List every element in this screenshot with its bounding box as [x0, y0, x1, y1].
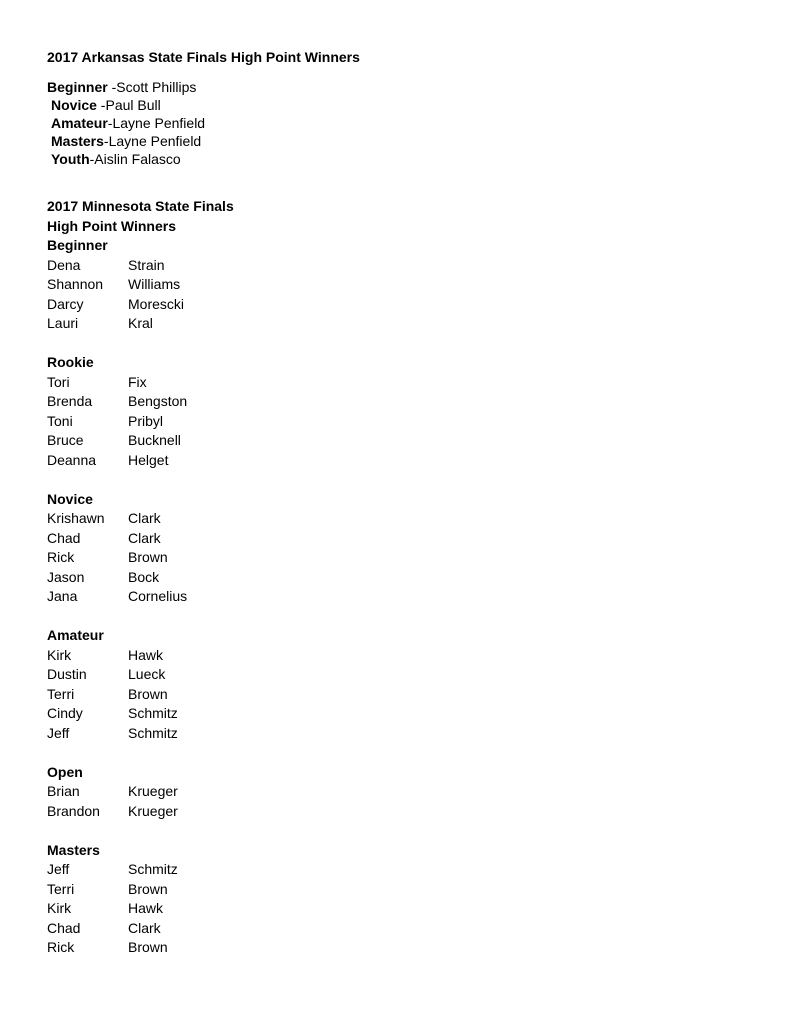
- spacer: [47, 334, 747, 354]
- arkansas-winners-list: [47, 78, 747, 168]
- first-name: Lauri: [47, 315, 79, 331]
- arkansas-separator: -: [89, 151, 95, 167]
- winner-row: [47, 314, 747, 334]
- winner-row: [47, 295, 747, 315]
- minnesota-title-line2: High Point Winners: [47, 217, 176, 234]
- last-name: Clark: [128, 919, 161, 936]
- arkansas-winner-name: Layne Penfield: [108, 133, 202, 149]
- winner-row: [47, 275, 747, 295]
- arkansas-winner-row: [47, 150, 747, 168]
- winner-row: [47, 529, 747, 549]
- winner-row: [47, 704, 747, 724]
- last-name: Morescki: [128, 295, 185, 312]
- arkansas-winner-name: Scott Phillips: [116, 79, 197, 95]
- last-name: Krueger: [128, 802, 178, 819]
- last-name: Brown: [128, 880, 168, 897]
- last-name: Clark: [128, 529, 161, 546]
- first-name: Kirk: [47, 646, 72, 663]
- category-block: [47, 353, 747, 470]
- last-name: Williams: [128, 276, 181, 292]
- category-block: [47, 626, 747, 743]
- first-name: Brenda: [47, 393, 93, 409]
- arkansas-winner-row: [47, 78, 747, 96]
- last-name: Kral: [128, 315, 153, 331]
- arkansas-separator: -: [96, 97, 106, 113]
- minnesota-section: [47, 197, 747, 958]
- first-name: Terri: [47, 880, 75, 897]
- last-name: Pribyl: [128, 412, 164, 429]
- category-block: [47, 490, 747, 607]
- winner-row: [47, 412, 747, 432]
- arkansas-separator: -: [107, 115, 113, 131]
- winner-row: [47, 782, 747, 802]
- arkansas-category-label: Amateur: [51, 115, 108, 131]
- first-name: Jeff: [47, 724, 70, 741]
- first-name: Jason: [47, 568, 85, 585]
- first-name: Rick: [47, 939, 75, 955]
- first-name: Krishawn: [47, 510, 105, 526]
- last-name: Schmitz: [128, 705, 178, 721]
- first-name: Jeff: [47, 861, 70, 877]
- first-name: Terri: [47, 685, 75, 702]
- winner-row: [47, 451, 747, 471]
- last-name: Helget: [128, 451, 169, 468]
- document: [47, 48, 747, 958]
- category-block: [47, 236, 747, 334]
- last-name: Strain: [128, 256, 165, 273]
- winner-row: [47, 880, 747, 900]
- category-heading: Amateur: [47, 627, 104, 643]
- winner-row: [47, 802, 747, 822]
- first-name: Cindy: [47, 705, 83, 721]
- last-name: Bock: [128, 568, 160, 585]
- arkansas-winner-name: Aislin Falasco: [94, 151, 181, 167]
- arkansas-winner-name: Layne Penfield: [112, 115, 206, 131]
- category-heading: Beginner: [47, 237, 108, 253]
- winner-row: [47, 509, 747, 529]
- last-name: Hawk: [128, 646, 164, 663]
- last-name: Schmitz: [128, 724, 178, 741]
- first-name: Dustin: [47, 666, 87, 682]
- first-name: Brian: [47, 783, 80, 799]
- first-name: Shannon: [47, 276, 104, 292]
- first-name: Jana: [47, 588, 78, 604]
- winner-row: [47, 431, 747, 451]
- arkansas-category-label: Masters: [51, 133, 104, 149]
- category-heading: Novice: [47, 490, 93, 507]
- last-name: Bucknell: [128, 432, 181, 448]
- arkansas-category-label: Youth: [51, 151, 90, 167]
- arkansas-title: 2017 Arkansas State Finals High Point Winners: [47, 49, 360, 65]
- arkansas-winner-name: Paul Bull: [105, 97, 161, 113]
- last-name: Cornelius: [128, 588, 188, 604]
- winner-row: [47, 919, 747, 939]
- category-heading: Open: [47, 763, 83, 780]
- first-name: Dena: [47, 256, 81, 273]
- minnesota-title-line1: 2017 Minnesota State Finals: [47, 198, 234, 214]
- arkansas-winner-row: [47, 96, 747, 114]
- minnesota-categories: [47, 236, 747, 958]
- category-block: [47, 763, 747, 822]
- winner-row: [47, 587, 747, 607]
- last-name: Lueck: [128, 666, 166, 682]
- winner-row: [47, 665, 747, 685]
- winner-row: [47, 724, 747, 744]
- first-name: Darcy: [47, 295, 84, 312]
- arkansas-winner-row: [47, 114, 747, 132]
- winner-row: [47, 860, 747, 880]
- winner-row: [47, 373, 747, 393]
- first-name: Brandon: [47, 802, 100, 819]
- arkansas-category-label: Novice: [51, 97, 97, 113]
- last-name: Krueger: [128, 783, 178, 799]
- category-heading: Rookie: [47, 354, 94, 370]
- first-name: Deanna: [47, 451, 97, 468]
- first-name: Chad: [47, 919, 81, 936]
- category-block: [47, 841, 747, 958]
- winner-row: [47, 685, 747, 705]
- last-name: Brown: [128, 939, 168, 955]
- arkansas-category-label: Beginner: [47, 79, 108, 95]
- last-name: Hawk: [128, 900, 164, 916]
- winner-row: [47, 548, 747, 568]
- spacer: [47, 821, 747, 841]
- spacer: [47, 743, 747, 763]
- winner-row: [47, 938, 747, 958]
- first-name: Toni: [47, 412, 73, 429]
- spacer: [47, 470, 747, 490]
- winner-row: [47, 392, 747, 412]
- last-name: Schmitz: [128, 861, 178, 877]
- winner-row: [47, 899, 747, 919]
- winner-row: [47, 568, 747, 588]
- last-name: Bengston: [128, 393, 188, 409]
- first-name: Bruce: [47, 432, 84, 448]
- arkansas-separator: -: [103, 133, 109, 149]
- first-name: Tori: [47, 373, 70, 390]
- last-name: Brown: [128, 549, 168, 565]
- first-name: Kirk: [47, 900, 72, 916]
- last-name: Brown: [128, 685, 168, 702]
- last-name: Clark: [128, 510, 161, 526]
- first-name: Chad: [47, 529, 81, 546]
- spacer: [47, 607, 747, 627]
- first-name: Rick: [47, 549, 75, 565]
- winner-row: [47, 256, 747, 276]
- category-heading: Masters: [47, 841, 100, 858]
- last-name: Fix: [128, 373, 147, 390]
- winner-row: [47, 646, 747, 666]
- arkansas-winner-row: [47, 132, 747, 150]
- arkansas-separator: -: [107, 79, 117, 95]
